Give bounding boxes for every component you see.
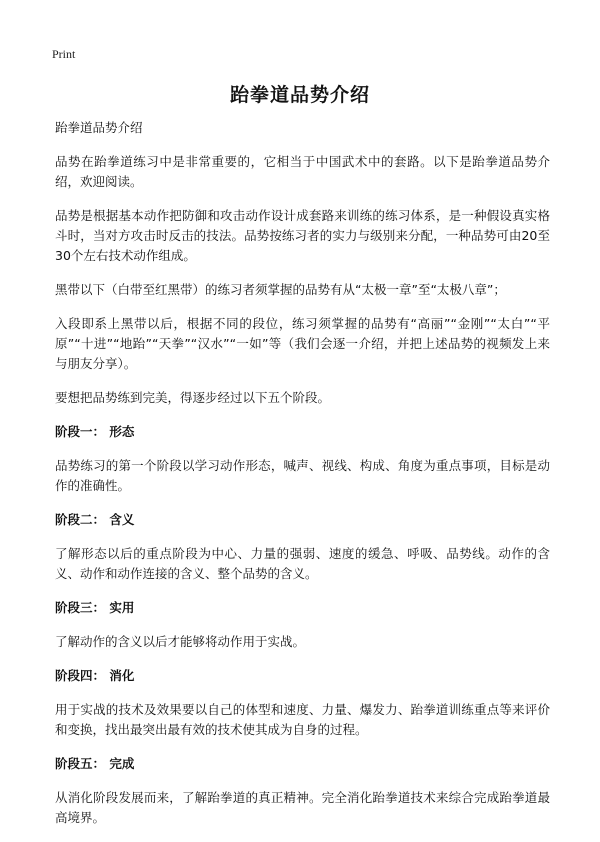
stage-heading: 阶段二： 含义 — [55, 512, 135, 527]
stage-text: 了解动作的含义以后才能够将动作用于实战。 — [55, 634, 306, 649]
stage-heading: 阶段四： 消化 — [55, 668, 135, 683]
stage-text: 从消化阶段发展而来，了解跆拳道的真正精神。完全消化跆拳道技术来综合完成跆拳道最高境界。 — [55, 790, 550, 825]
black-belt-paragraph: 入段即系上黑带以后，根据不同的段位，练习须掌握的品势有“高丽”“金刚”“太白”“平原”“十进”“地跆”“天拳”“汉水”“一如”等（我们会逐一介绍，并把上述品势的视频发上来与朋友分享）。 — [55, 316, 550, 371]
page-title: 跆拳道品势介绍 — [229, 84, 370, 106]
stage-text: 了解形态以后的重点阶段为中心、力量的强弱、速度的缓急、呼吸、品势线。动作的含义、动作和动作连接的含义、整个品势的含义。 — [55, 546, 550, 581]
stages-intro-paragraph: 要想把品势练到完美，得逐步经过以下五个阶段。 — [55, 390, 331, 405]
below-black-belt-paragraph: 黑带以下（白带至红黑带）的练习者须掌握的品势有从“太极一章”至“太极八章”； — [55, 282, 506, 297]
stage-text: 品势练习的第一个阶段以学习动作形态，喊声、视线、构成、角度为重点事项，目标是动作的准确性。 — [55, 458, 550, 493]
print-link[interactable]: Print — [52, 47, 76, 61]
stage-heading: 阶段一： 形态 — [55, 424, 135, 439]
article-subtitle: 跆拳道品势介绍 — [55, 120, 143, 135]
intro-paragraph: 品势在跆拳道练习中是非常重要的，它相当于中国武术中的套路。以下是跆拳道品势介绍，欢迎阅读。 — [55, 154, 550, 189]
article-body — [55, 118, 550, 842]
definition-paragraph: 品势是根据基本动作把防御和攻击动作设计成套路来训练的练习体系，是一种假设真实格斗时，当对方攻击时反击的技法。品势按练习者的实力与级别来分配，一种品势可由20至30个左右技术动作组成。 — [55, 208, 550, 263]
stage-heading: 阶段五： 完成 — [55, 756, 135, 771]
stage-text: 用于实战的技术及效果要以自己的体型和速度、力量、爆发力、跆拳道训练重点等来评价和变换，找出最突出最有效的技术使其成为自身的过程。 — [55, 702, 550, 737]
stage-heading: 阶段三： 实用 — [55, 600, 135, 615]
